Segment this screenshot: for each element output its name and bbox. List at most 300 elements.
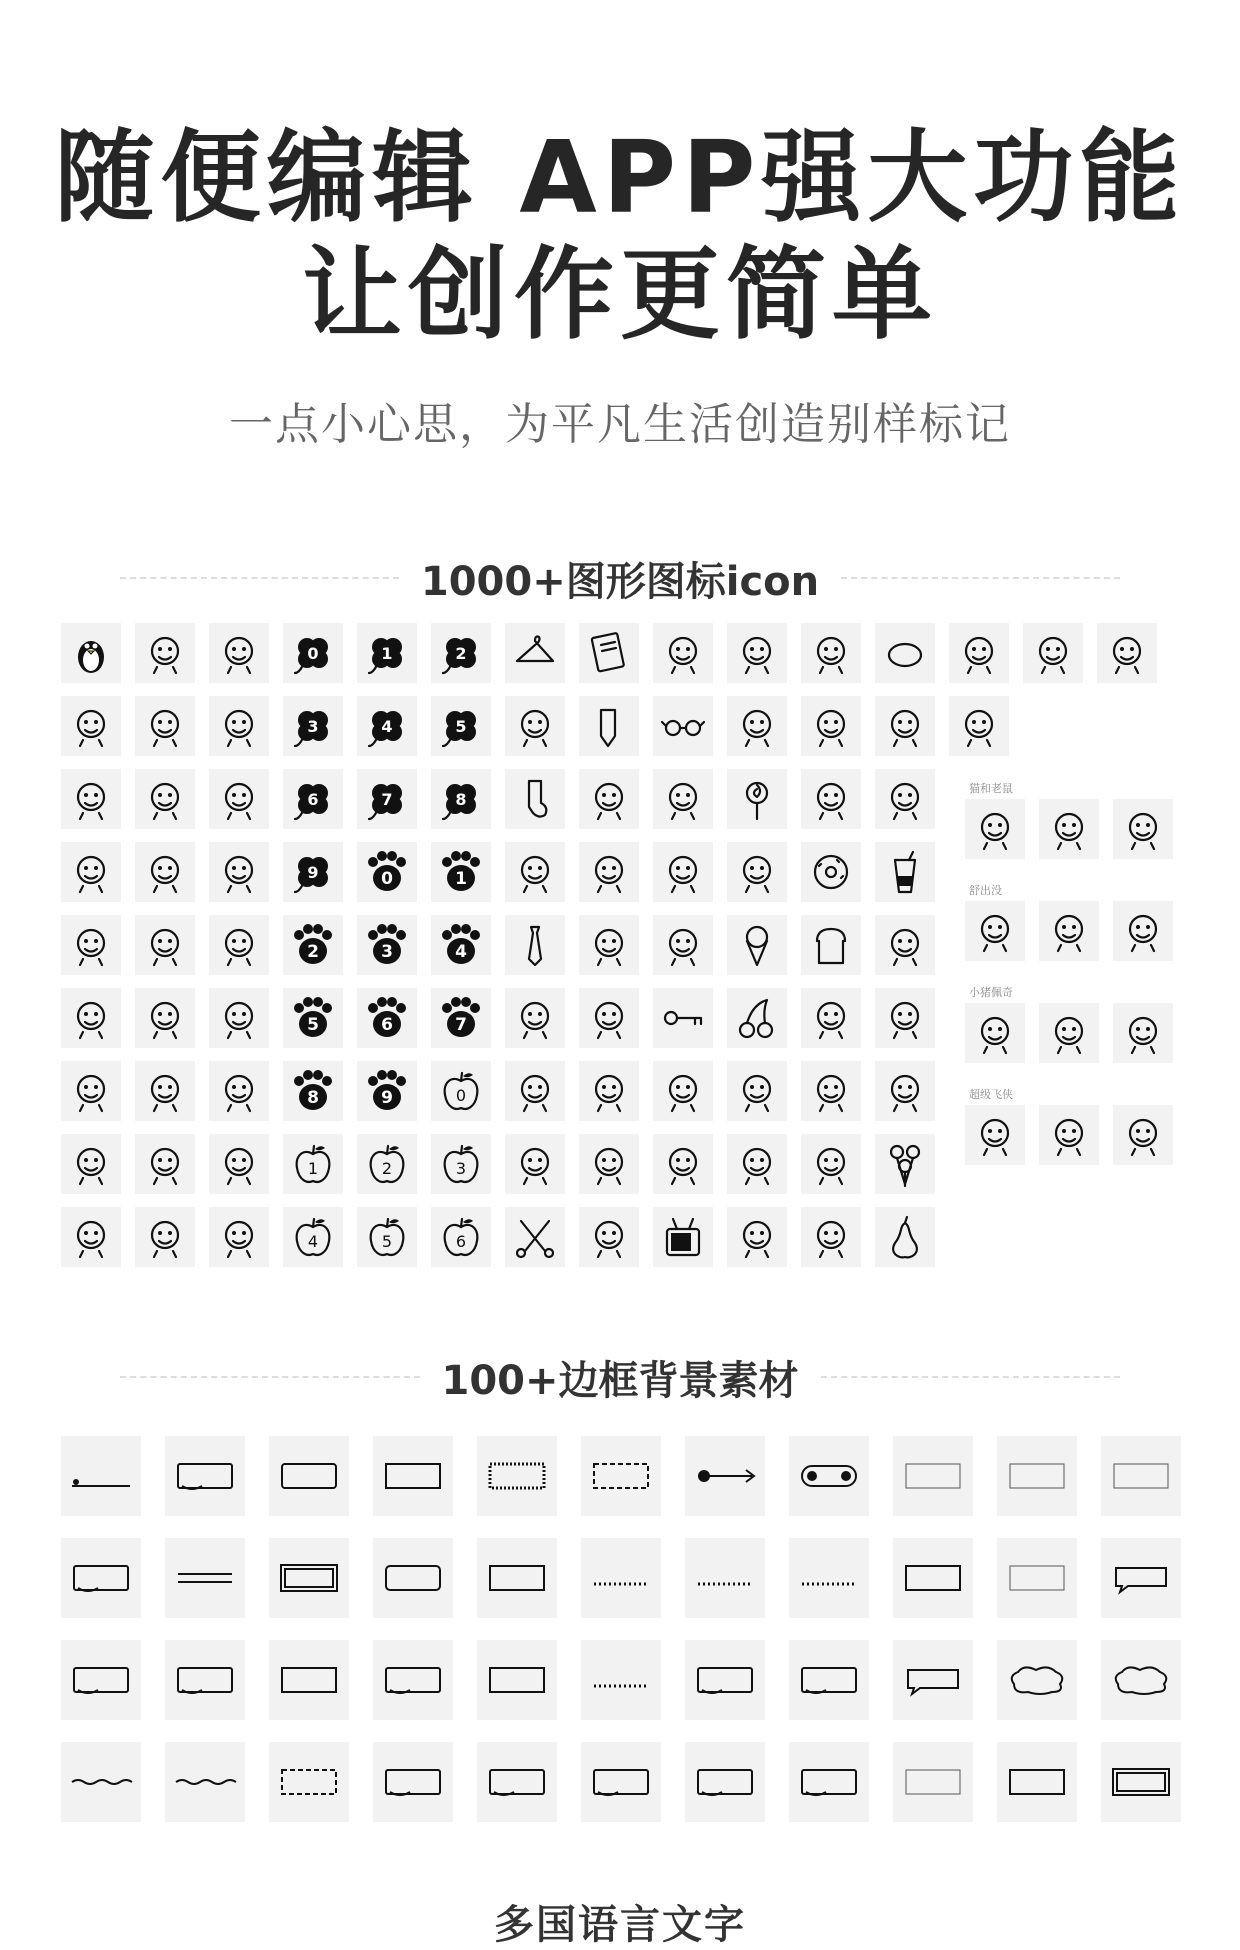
thin-rect-border-icon bbox=[900, 1456, 966, 1496]
border-cell[interactable] bbox=[685, 1436, 765, 1516]
icon-cell[interactable] bbox=[431, 1061, 491, 1121]
apple-3-icon bbox=[437, 1140, 485, 1188]
rect-border-icon bbox=[484, 1558, 550, 1598]
icon-cell[interactable] bbox=[357, 1207, 417, 1267]
speech-border-icon bbox=[1108, 1558, 1174, 1598]
icon-cell[interactable] bbox=[283, 623, 343, 683]
icon-cell[interactable] bbox=[209, 988, 269, 1048]
character-icon bbox=[971, 907, 1019, 955]
icon-cell[interactable] bbox=[653, 696, 713, 756]
icon-cell[interactable] bbox=[653, 1134, 713, 1194]
wave-line-border-icon bbox=[172, 1762, 238, 1802]
icon-cell[interactable] bbox=[801, 842, 861, 902]
icon-cell[interactable] bbox=[727, 1207, 787, 1267]
character-icon bbox=[955, 702, 1003, 750]
icon-cell[interactable] bbox=[801, 1134, 861, 1194]
clover-9-icon bbox=[289, 848, 337, 896]
icon-cell[interactable] bbox=[357, 696, 417, 756]
svg-text:5: 5 bbox=[455, 717, 467, 736]
character-icon bbox=[971, 1111, 1019, 1159]
border-cell[interactable] bbox=[373, 1538, 453, 1618]
icon-cell[interactable] bbox=[135, 1134, 195, 1194]
icon-cell[interactable] bbox=[283, 988, 343, 1048]
icon-cell[interactable] bbox=[283, 1207, 343, 1267]
icon-cell[interactable] bbox=[357, 623, 417, 683]
cherry-icon bbox=[733, 994, 781, 1042]
icon-cell[interactable] bbox=[209, 842, 269, 902]
character-icon bbox=[971, 1009, 1019, 1057]
icon-cell[interactable] bbox=[505, 1061, 565, 1121]
glasses-icon bbox=[659, 702, 707, 750]
dotted-line-border-icon bbox=[588, 1558, 654, 1598]
border-cell[interactable] bbox=[893, 1436, 973, 1516]
wavy-rect-border-icon bbox=[380, 1660, 446, 1700]
pig-icon bbox=[141, 848, 189, 896]
character-cell[interactable] bbox=[965, 1105, 1025, 1165]
icon-cell[interactable] bbox=[283, 1061, 343, 1121]
rocking-chair-icon bbox=[511, 994, 559, 1042]
guitar-icon bbox=[659, 921, 707, 969]
border-cell[interactable] bbox=[373, 1436, 453, 1516]
character-icon bbox=[971, 805, 1019, 853]
yarn-icon bbox=[585, 775, 633, 823]
icon-cell[interactable] bbox=[949, 696, 1009, 756]
icon-cell[interactable] bbox=[579, 915, 639, 975]
icon-cell[interactable] bbox=[653, 842, 713, 902]
sword-icon bbox=[511, 1067, 559, 1115]
speech-border-icon bbox=[900, 1660, 966, 1700]
shoe-icon bbox=[585, 921, 633, 969]
border-cell[interactable] bbox=[165, 1742, 245, 1822]
pear-icon bbox=[881, 1213, 929, 1261]
character-cell[interactable] bbox=[1113, 799, 1173, 859]
turtle-icon bbox=[67, 848, 115, 896]
icon-cell[interactable] bbox=[801, 623, 861, 683]
icon-cell[interactable] bbox=[135, 1061, 195, 1121]
folded-towel-icon bbox=[659, 629, 707, 677]
border-cell[interactable] bbox=[1101, 1742, 1181, 1822]
svg-text:3: 3 bbox=[455, 1159, 467, 1178]
clover-5-icon bbox=[437, 702, 485, 750]
apple-4-icon bbox=[289, 1213, 337, 1261]
lollipop-icon bbox=[733, 775, 781, 823]
grapes-icon bbox=[733, 702, 781, 750]
icon-cell[interactable] bbox=[579, 623, 639, 683]
icon-cell[interactable] bbox=[801, 988, 861, 1048]
icon-cell[interactable] bbox=[727, 842, 787, 902]
donut-icon bbox=[807, 848, 855, 896]
clover-6-icon bbox=[289, 775, 337, 823]
mug-icon bbox=[881, 921, 929, 969]
boat-border-icon bbox=[172, 1456, 238, 1496]
rounded-rect-border-icon bbox=[380, 1558, 446, 1598]
icon-cell[interactable] bbox=[357, 1061, 417, 1121]
border-cell[interactable] bbox=[61, 1640, 141, 1720]
cheese-icon bbox=[881, 994, 929, 1042]
border-cell[interactable] bbox=[61, 1742, 141, 1822]
mushroom-house-icon bbox=[733, 1140, 781, 1188]
icon-cell[interactable] bbox=[579, 1134, 639, 1194]
character-icon bbox=[1119, 1111, 1167, 1159]
icon-cell[interactable] bbox=[875, 623, 935, 683]
border-cell[interactable] bbox=[997, 1538, 1077, 1618]
character-cell[interactable] bbox=[1113, 901, 1173, 961]
icon-cell[interactable] bbox=[61, 915, 121, 975]
border-cell[interactable] bbox=[165, 1538, 245, 1618]
border-cell[interactable] bbox=[373, 1640, 453, 1720]
svg-text:5: 5 bbox=[381, 1232, 393, 1251]
text-lines-border-icon bbox=[68, 1660, 134, 1700]
icon-cell[interactable] bbox=[875, 988, 935, 1048]
icon-cell[interactable] bbox=[1097, 623, 1157, 683]
icon-cell[interactable] bbox=[505, 1134, 565, 1194]
tv-icon bbox=[659, 1213, 707, 1261]
icon-cell[interactable] bbox=[431, 1207, 491, 1267]
icon-cell[interactable] bbox=[875, 696, 935, 756]
icon-cell[interactable] bbox=[61, 623, 121, 683]
border-cell[interactable] bbox=[997, 1436, 1077, 1516]
icon-cell[interactable] bbox=[431, 988, 491, 1048]
icon-cell[interactable] bbox=[431, 769, 491, 829]
paw-5-icon bbox=[289, 994, 337, 1042]
lion-icon bbox=[141, 629, 189, 677]
icon-cell[interactable] bbox=[283, 696, 343, 756]
icon-cell[interactable] bbox=[727, 769, 787, 829]
dotted-line-border-icon bbox=[588, 1660, 654, 1700]
icon-cell[interactable] bbox=[209, 1134, 269, 1194]
suit-icon bbox=[659, 848, 707, 896]
icon-cell[interactable] bbox=[357, 915, 417, 975]
apple-0-icon bbox=[437, 1067, 485, 1115]
character-icon bbox=[955, 629, 1003, 677]
hat-icon bbox=[511, 702, 559, 750]
wave-line-border-icon bbox=[68, 1762, 134, 1802]
icon-cell[interactable] bbox=[357, 842, 417, 902]
icon-cell[interactable] bbox=[431, 623, 491, 683]
border-cell[interactable] bbox=[477, 1742, 557, 1822]
character-cell[interactable] bbox=[1113, 1003, 1173, 1063]
bear-icon bbox=[67, 1067, 115, 1115]
ladybug-icon bbox=[215, 994, 263, 1042]
icon-cell[interactable] bbox=[1023, 623, 1083, 683]
drink-icon bbox=[881, 848, 929, 896]
rabbit-icon bbox=[67, 702, 115, 750]
pot-icon bbox=[807, 1140, 855, 1188]
sock-icon bbox=[511, 775, 559, 823]
dotted-rect-border-icon bbox=[484, 1456, 550, 1496]
section-title-icons: 1000+图形图标icon bbox=[420, 558, 820, 605]
border-cell[interactable] bbox=[269, 1436, 349, 1516]
icon-cell[interactable] bbox=[505, 696, 565, 756]
icon-cell[interactable] bbox=[875, 915, 935, 975]
icon-cell[interactable] bbox=[209, 1207, 269, 1267]
border-cell[interactable] bbox=[165, 1436, 245, 1516]
icon-cell[interactable] bbox=[135, 1207, 195, 1267]
icon-cell[interactable] bbox=[579, 842, 639, 902]
svg-text:2: 2 bbox=[307, 942, 319, 962]
svg-text:6: 6 bbox=[307, 790, 319, 809]
icon-cell[interactable] bbox=[135, 769, 195, 829]
border-cell[interactable] bbox=[581, 1538, 661, 1618]
pin-oval-border-icon bbox=[796, 1456, 862, 1496]
clover-3-icon bbox=[289, 702, 337, 750]
icon-cell[interactable] bbox=[61, 1134, 121, 1194]
icon-cell[interactable] bbox=[135, 842, 195, 902]
icon-cell[interactable] bbox=[653, 1207, 713, 1267]
icon-cell[interactable] bbox=[505, 842, 565, 902]
icon-cell[interactable] bbox=[727, 1061, 787, 1121]
icon-cell[interactable] bbox=[61, 988, 121, 1048]
border-cell[interactable] bbox=[269, 1538, 349, 1618]
border-cell[interactable] bbox=[373, 1742, 453, 1822]
character-icon bbox=[1045, 1009, 1093, 1057]
icon-cell[interactable] bbox=[135, 623, 195, 683]
seed-icon bbox=[215, 1067, 263, 1115]
border-cell[interactable] bbox=[893, 1640, 973, 1720]
icon-cell[interactable] bbox=[283, 1134, 343, 1194]
lantern-icon bbox=[141, 994, 189, 1042]
section-title-borders: 100+边框背景素材 bbox=[441, 1357, 799, 1404]
icon-cell[interactable] bbox=[283, 769, 343, 829]
border-cell[interactable] bbox=[1101, 1640, 1181, 1720]
hanger-icon bbox=[511, 629, 559, 677]
svg-text:2: 2 bbox=[381, 1159, 393, 1178]
cloud-border-icon bbox=[1108, 1660, 1174, 1700]
raccoon-icon bbox=[141, 1067, 189, 1115]
tortoise-icon bbox=[141, 921, 189, 969]
icon-cell[interactable] bbox=[875, 842, 935, 902]
icon-cell[interactable] bbox=[135, 988, 195, 1048]
character-cell[interactable] bbox=[1039, 901, 1099, 961]
icon-cell[interactable] bbox=[653, 1061, 713, 1121]
border-cell[interactable] bbox=[1101, 1538, 1181, 1618]
border-cell[interactable] bbox=[1101, 1436, 1181, 1516]
fish-swirl-icon bbox=[215, 702, 263, 750]
paw-6-icon bbox=[363, 994, 411, 1042]
svg-text:0: 0 bbox=[381, 869, 393, 889]
icon-cell[interactable] bbox=[801, 696, 861, 756]
icon-cell[interactable] bbox=[209, 623, 269, 683]
icon-cell[interactable] bbox=[505, 623, 565, 683]
border-cell[interactable] bbox=[477, 1436, 557, 1516]
icon-cell[interactable] bbox=[801, 915, 861, 975]
icon-cell[interactable] bbox=[727, 623, 787, 683]
icon-cell[interactable] bbox=[579, 769, 639, 829]
svg-text:6: 6 bbox=[381, 1015, 393, 1035]
border-cell[interactable] bbox=[893, 1538, 973, 1618]
melon-icon bbox=[881, 702, 929, 750]
border-cell[interactable] bbox=[685, 1538, 765, 1618]
icon-cell[interactable] bbox=[357, 1134, 417, 1194]
border-cell[interactable] bbox=[61, 1538, 141, 1618]
icon-cell[interactable] bbox=[135, 696, 195, 756]
icon-cell[interactable] bbox=[727, 1134, 787, 1194]
character-icon bbox=[1119, 907, 1167, 955]
border-cell[interactable] bbox=[165, 1640, 245, 1720]
svg-text:4: 4 bbox=[381, 717, 393, 736]
icon-cell[interactable] bbox=[357, 988, 417, 1048]
character-cell[interactable] bbox=[1039, 799, 1099, 859]
icon-cell[interactable] bbox=[61, 1207, 121, 1267]
cake-icon bbox=[733, 1213, 781, 1261]
apple-2-icon bbox=[363, 1140, 411, 1188]
icon-cell[interactable] bbox=[61, 696, 121, 756]
character-cell[interactable] bbox=[965, 901, 1025, 961]
icon-cell[interactable] bbox=[505, 915, 565, 975]
icon-cell[interactable] bbox=[801, 769, 861, 829]
icon-cell[interactable] bbox=[653, 915, 713, 975]
icon-cell[interactable] bbox=[727, 696, 787, 756]
icon-cell[interactable] bbox=[61, 1061, 121, 1121]
cup-icon bbox=[659, 1067, 707, 1115]
border-cell[interactable] bbox=[61, 1436, 141, 1516]
character-group-label: 舒出没 bbox=[969, 884, 1002, 897]
icon-cell[interactable] bbox=[579, 1207, 639, 1267]
hero-title-line2: 让创作更简单 bbox=[302, 236, 938, 353]
bread-icon bbox=[807, 921, 855, 969]
border-cell[interactable] bbox=[997, 1640, 1077, 1720]
icon-cell[interactable] bbox=[801, 1207, 861, 1267]
icon-cell[interactable] bbox=[505, 988, 565, 1048]
candelabra-icon bbox=[585, 994, 633, 1042]
icon-cell[interactable] bbox=[209, 696, 269, 756]
section-header-borders bbox=[120, 1347, 1120, 1407]
character-cell[interactable] bbox=[1113, 1105, 1173, 1165]
icon-cell[interactable] bbox=[875, 769, 935, 829]
broom-icon bbox=[511, 848, 559, 896]
cat-border-icon bbox=[484, 1762, 550, 1802]
cake-slice-icon bbox=[807, 629, 855, 677]
divider-right bbox=[841, 577, 1120, 579]
border-cell[interactable] bbox=[477, 1640, 557, 1720]
thin-rect-border-icon bbox=[1108, 1456, 1174, 1496]
icon-cell[interactable] bbox=[579, 696, 639, 756]
grass-border-icon bbox=[588, 1762, 654, 1802]
dashed-rect-border-icon bbox=[588, 1456, 654, 1496]
paw-3-icon bbox=[363, 921, 411, 969]
border-cell[interactable] bbox=[789, 1436, 869, 1516]
paw-4-icon bbox=[437, 921, 485, 969]
character-cell[interactable] bbox=[1039, 1003, 1099, 1063]
elephant-icon bbox=[67, 775, 115, 823]
svg-text:3: 3 bbox=[381, 942, 393, 962]
bear-border-icon bbox=[380, 1762, 446, 1802]
character-cell[interactable] bbox=[965, 799, 1025, 859]
plain-rect-border-icon bbox=[276, 1456, 342, 1496]
icon-cell[interactable] bbox=[431, 915, 491, 975]
icon-cell[interactable] bbox=[579, 988, 639, 1048]
icon-cell[interactable] bbox=[283, 842, 343, 902]
section-title-languages: 多国语言文字 bbox=[494, 1902, 746, 1948]
svg-text:6: 6 bbox=[455, 1232, 467, 1251]
ribbon-border-icon bbox=[172, 1660, 238, 1700]
icon-cell[interactable] bbox=[875, 1134, 935, 1194]
icon-cell[interactable] bbox=[505, 1207, 565, 1267]
icon-cell[interactable] bbox=[209, 1061, 269, 1121]
paw-0-icon bbox=[363, 848, 411, 896]
double-rect-border-icon bbox=[276, 1558, 342, 1598]
border-cell[interactable] bbox=[581, 1742, 661, 1822]
svg-text:4: 4 bbox=[455, 942, 467, 962]
border-cell[interactable] bbox=[893, 1742, 973, 1822]
icon-cell[interactable] bbox=[209, 915, 269, 975]
squid-icon bbox=[67, 1140, 115, 1188]
character-icon bbox=[1119, 805, 1167, 853]
border-cell[interactable] bbox=[685, 1640, 765, 1720]
icon-cell[interactable] bbox=[61, 842, 121, 902]
svg-text:2: 2 bbox=[455, 644, 467, 663]
border-cell[interactable] bbox=[269, 1742, 349, 1822]
thin-rect-border-icon bbox=[900, 1762, 966, 1802]
icon-cell[interactable] bbox=[283, 915, 343, 975]
icon-cell[interactable] bbox=[61, 769, 121, 829]
icon-cell[interactable] bbox=[505, 769, 565, 829]
icon-cell[interactable] bbox=[431, 842, 491, 902]
border-cell[interactable] bbox=[581, 1436, 661, 1516]
icon-cell[interactable] bbox=[357, 769, 417, 829]
icon-cell[interactable] bbox=[875, 1061, 935, 1121]
icon-cell[interactable] bbox=[579, 1061, 639, 1121]
icon-cell[interactable] bbox=[431, 1134, 491, 1194]
bold-rect-border-icon bbox=[1004, 1762, 1070, 1802]
pineapple-icon bbox=[733, 629, 781, 677]
bold-rect-border-icon bbox=[276, 1660, 342, 1700]
section-header-icons bbox=[120, 548, 1120, 608]
moose-icon bbox=[141, 1213, 189, 1261]
border-cell[interactable] bbox=[997, 1742, 1077, 1822]
icon-cell[interactable] bbox=[875, 1207, 935, 1267]
border-cell[interactable] bbox=[581, 1640, 661, 1720]
owl-icon bbox=[67, 994, 115, 1042]
paw-2-icon bbox=[289, 921, 337, 969]
clover-8-icon bbox=[437, 775, 485, 823]
icon-cell[interactable] bbox=[801, 1061, 861, 1121]
icon-cell[interactable] bbox=[727, 988, 787, 1048]
koala-icon bbox=[1103, 629, 1151, 677]
border-cell[interactable] bbox=[685, 1742, 765, 1822]
border-cell[interactable] bbox=[269, 1640, 349, 1720]
tropical-fish-icon bbox=[215, 1140, 263, 1188]
line-border-icon bbox=[68, 1456, 134, 1496]
character-cell[interactable] bbox=[965, 1003, 1025, 1063]
icon-cell[interactable] bbox=[653, 769, 713, 829]
character-cell[interactable] bbox=[1039, 1105, 1099, 1165]
double-line-border-icon bbox=[172, 1558, 238, 1598]
pumpkin-icon bbox=[733, 1067, 781, 1115]
dolphin-icon bbox=[215, 775, 263, 823]
icon-cell[interactable] bbox=[727, 915, 787, 975]
bold-rect-border-icon bbox=[380, 1456, 446, 1496]
svg-text:1: 1 bbox=[307, 1159, 319, 1178]
icon-cell[interactable] bbox=[209, 769, 269, 829]
border-cell[interactable] bbox=[789, 1640, 869, 1720]
border-cell[interactable] bbox=[477, 1538, 557, 1618]
icon-cell[interactable] bbox=[653, 988, 713, 1048]
border-cell[interactable] bbox=[789, 1742, 869, 1822]
icon-cell[interactable] bbox=[431, 696, 491, 756]
icon-cell[interactable] bbox=[653, 623, 713, 683]
icon-cell[interactable] bbox=[135, 915, 195, 975]
border-cell[interactable] bbox=[789, 1538, 869, 1618]
clover-7-icon bbox=[363, 775, 411, 823]
icon-cell[interactable] bbox=[949, 623, 1009, 683]
pen-icon bbox=[585, 848, 633, 896]
balloons-icon bbox=[881, 1140, 929, 1188]
notebook-icon bbox=[585, 629, 633, 677]
pencil-icon bbox=[585, 702, 633, 750]
key-icon bbox=[659, 994, 707, 1042]
cucumber-icon bbox=[807, 994, 855, 1042]
